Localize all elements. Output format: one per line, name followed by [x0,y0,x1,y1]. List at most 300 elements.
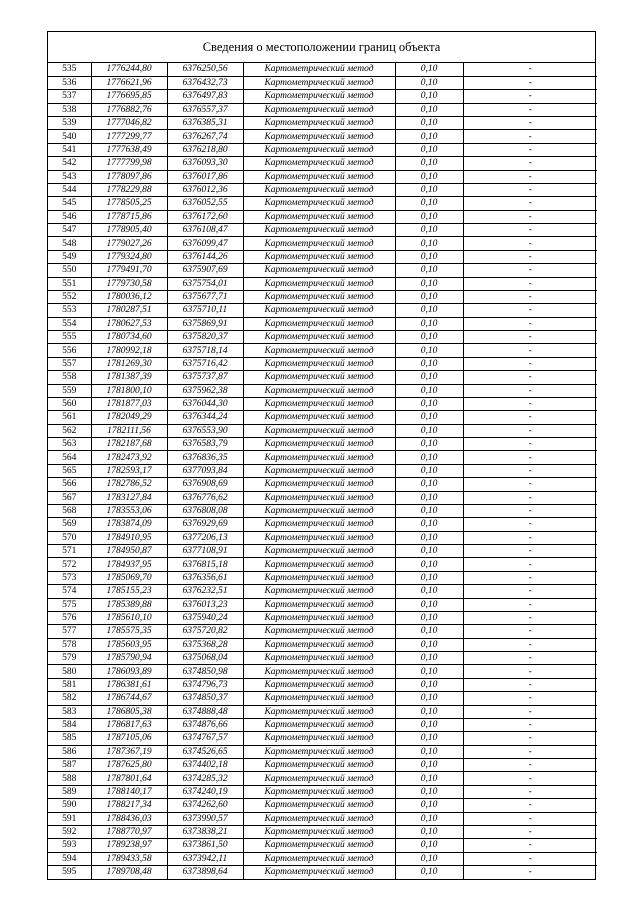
accuracy-cell: 0,10 [395,785,463,798]
description-cell: - [463,63,597,76]
method-cell: Картометрический метод [243,170,395,183]
description-cell: - [463,371,597,384]
method-cell: Картометрический метод [243,210,395,223]
accuracy-cell: 0,10 [395,705,463,718]
method-cell: Картометрический метод [243,411,395,424]
description-cell: - [463,531,597,544]
accuracy-cell: 0,10 [395,665,463,678]
coord-y-cell: 6376344,24 [167,411,243,424]
description-cell: - [463,90,597,103]
table-row [48,103,597,116]
point-number-cell: 551 [48,277,91,290]
coord-x-cell: 1783127,84 [91,491,167,504]
description-cell: - [463,317,597,330]
accuracy-cell: 0,10 [395,76,463,89]
description-cell: - [463,143,597,156]
coord-y-cell: 6376012,36 [167,183,243,196]
coord-y-cell: 6376557,37 [167,103,243,116]
description-cell: - [463,331,597,344]
coord-x-cell: 1782593,17 [91,464,167,477]
point-number-cell: 542 [48,157,91,170]
coord-x-cell: 1785603,95 [91,638,167,651]
table-row [48,759,597,772]
coord-x-cell: 1780992,18 [91,344,167,357]
method-cell: Картометрический метод [243,76,395,89]
table-row [48,143,597,156]
description-cell: - [463,745,597,758]
coord-y-cell: 6374240,19 [167,785,243,798]
method-cell: Картометрический метод [243,478,395,491]
method-cell: Картометрический метод [243,504,395,517]
method-cell: Картометрический метод [243,638,395,651]
accuracy-cell: 0,10 [395,290,463,303]
coord-y-cell: 6376497,83 [167,90,243,103]
description-cell: - [463,117,597,130]
coord-x-cell: 1776695,85 [91,90,167,103]
description-cell: - [463,799,597,812]
table-row [48,210,597,223]
table-row [48,692,597,705]
coord-x-cell: 1784910,95 [91,531,167,544]
accuracy-cell: 0,10 [395,692,463,705]
method-cell: Картометрический метод [243,611,395,624]
coord-y-cell: 6376250,56 [167,63,243,76]
coord-x-cell: 1777638,49 [91,143,167,156]
method-cell: Картометрический метод [243,304,395,317]
description-cell: - [463,718,597,731]
accuracy-cell: 0,10 [395,384,463,397]
coord-x-cell: 1777046,82 [91,117,167,130]
method-cell: Картометрический метод [243,772,395,785]
table-row [48,384,597,397]
point-number-cell: 566 [48,478,91,491]
coord-y-cell: 6375068,04 [167,652,243,665]
table-row [48,250,597,263]
coord-x-cell: 1786805,38 [91,705,167,718]
description-cell: - [463,210,597,223]
accuracy-cell: 0,10 [395,103,463,116]
point-number-cell: 535 [48,63,91,76]
point-number-cell: 584 [48,718,91,731]
point-number-cell: 565 [48,464,91,477]
coord-y-cell: 6376218,80 [167,143,243,156]
coord-x-cell: 1786381,61 [91,678,167,691]
method-cell: Картометрический метод [243,224,395,237]
table-row [48,237,597,250]
coord-x-cell: 1778715,86 [91,210,167,223]
description-cell: - [463,518,597,531]
table-row [48,464,597,477]
coord-y-cell: 6376172,60 [167,210,243,223]
point-number-cell: 592 [48,825,91,838]
point-number-cell: 567 [48,491,91,504]
table-row [48,411,597,424]
table-row [48,197,597,210]
accuracy-cell: 0,10 [395,652,463,665]
coord-x-cell: 1778905,40 [91,224,167,237]
coord-y-cell: 6374850,37 [167,692,243,705]
description-cell: - [463,264,597,277]
coord-x-cell: 1779324,80 [91,250,167,263]
method-cell: Картометрический метод [243,451,395,464]
coord-y-cell: 6376144,26 [167,250,243,263]
method-cell: Картометрический метод [243,571,395,584]
coord-y-cell: 6373838,21 [167,825,243,838]
description-cell: - [463,290,597,303]
coord-x-cell: 1784950,87 [91,545,167,558]
coord-x-cell: 1788217,34 [91,799,167,812]
point-number-cell: 558 [48,371,91,384]
coord-x-cell: 1776882,76 [91,103,167,116]
description-cell: - [463,504,597,517]
coord-x-cell: 1785790,94 [91,652,167,665]
coord-y-cell: 6375820,37 [167,331,243,344]
description-cell: - [463,785,597,798]
coord-x-cell: 1779027,26 [91,237,167,250]
coord-x-cell: 1785069,70 [91,571,167,584]
point-number-cell: 578 [48,638,91,651]
method-cell: Картометрический метод [243,759,395,772]
coord-x-cell: 1781800,10 [91,384,167,397]
description-cell: - [463,384,597,397]
method-cell: Картометрический метод [243,331,395,344]
method-cell: Картометрический метод [243,90,395,103]
accuracy-cell: 0,10 [395,598,463,611]
accuracy-cell: 0,10 [395,759,463,772]
table-row [48,665,597,678]
method-cell: Картометрический метод [243,812,395,825]
point-number-cell: 564 [48,451,91,464]
method-cell: Картометрический метод [243,799,395,812]
coord-y-cell: 6376553,90 [167,424,243,437]
point-number-cell: 582 [48,692,91,705]
accuracy-cell: 0,10 [395,772,463,785]
coord-y-cell: 6373942,11 [167,852,243,865]
method-cell: Картометрический метод [243,438,395,451]
description-cell: - [463,571,597,584]
coord-y-cell: 6375718,14 [167,344,243,357]
point-number-cell: 559 [48,384,91,397]
description-cell: - [463,478,597,491]
table-row [48,839,597,852]
coord-y-cell: 6374767,57 [167,732,243,745]
coord-x-cell: 1783553,06 [91,504,167,517]
accuracy-cell: 0,10 [395,371,463,384]
coord-y-cell: 6376232,51 [167,585,243,598]
method-cell: Картометрический метод [243,130,395,143]
accuracy-cell: 0,10 [395,585,463,598]
point-number-cell: 556 [48,344,91,357]
coord-y-cell: 6375710,11 [167,304,243,317]
description-cell: - [463,424,597,437]
coord-y-cell: 6375962,38 [167,384,243,397]
description-cell: - [463,759,597,772]
coord-y-cell: 6376093,30 [167,157,243,170]
table-row [48,264,597,277]
accuracy-cell: 0,10 [395,545,463,558]
method-cell: Картометрический метод [243,745,395,758]
document-sheet [47,31,596,880]
description-cell: - [463,652,597,665]
description-cell: - [463,491,597,504]
description-cell: - [463,250,597,263]
method-cell: Картометрический метод [243,317,395,330]
accuracy-cell: 0,10 [395,344,463,357]
coord-y-cell: 6374526,65 [167,745,243,758]
description-cell: - [463,277,597,290]
coord-y-cell: 6375907,69 [167,264,243,277]
point-number-cell: 575 [48,598,91,611]
point-number-cell: 571 [48,545,91,558]
coord-y-cell: 6376815,18 [167,558,243,571]
coord-x-cell: 1776244,80 [91,63,167,76]
coord-y-cell: 6376052,55 [167,197,243,210]
method-cell: Картометрический метод [243,371,395,384]
description-cell: - [463,157,597,170]
table-row [48,117,597,130]
point-number-cell: 550 [48,264,91,277]
description-cell: - [463,76,597,89]
point-number-cell: 543 [48,170,91,183]
table-row [48,531,597,544]
coord-x-cell: 1789238,97 [91,839,167,852]
point-number-cell: 537 [48,90,91,103]
point-number-cell: 557 [48,357,91,370]
method-cell: Картометрический метод [243,705,395,718]
method-cell: Картометрический метод [243,250,395,263]
coord-x-cell: 1782786,52 [91,478,167,491]
table-row [48,718,597,731]
table-row [48,130,597,143]
accuracy-cell: 0,10 [395,745,463,758]
table-row [48,317,597,330]
coord-x-cell: 1788770,97 [91,825,167,838]
accuracy-cell: 0,10 [395,625,463,638]
table-row [48,772,597,785]
table-row [48,678,597,691]
accuracy-cell: 0,10 [395,638,463,651]
method-cell: Картометрический метод [243,237,395,250]
coord-y-cell: 6374796,73 [167,678,243,691]
table-row [48,638,597,651]
coord-x-cell: 1782473,92 [91,451,167,464]
table-row [48,852,597,865]
coord-y-cell: 6376044,30 [167,397,243,410]
accuracy-cell: 0,10 [395,90,463,103]
table-row [48,424,597,437]
table-row [48,76,597,89]
description-cell: - [463,304,597,317]
accuracy-cell: 0,10 [395,718,463,731]
table-row [48,451,597,464]
point-number-cell: 579 [48,652,91,665]
method-cell: Картометрический метод [243,157,395,170]
point-number-cell: 541 [48,143,91,156]
coord-x-cell: 1780627,53 [91,317,167,330]
coord-x-cell: 1785155,23 [91,585,167,598]
point-number-cell: 562 [48,424,91,437]
coord-x-cell: 1785575,35 [91,625,167,638]
coord-y-cell: 6373861,50 [167,839,243,852]
coord-y-cell: 6375716,42 [167,357,243,370]
point-number-cell: 560 [48,397,91,410]
method-cell: Картометрический метод [243,585,395,598]
point-number-cell: 540 [48,130,91,143]
coord-y-cell: 6375677,71 [167,290,243,303]
point-number-cell: 594 [48,852,91,865]
table-row [48,598,597,611]
table-row [48,63,597,76]
coord-x-cell: 1777799,98 [91,157,167,170]
method-cell: Картометрический метод [243,103,395,116]
accuracy-cell: 0,10 [395,411,463,424]
point-number-cell: 553 [48,304,91,317]
point-number-cell: 574 [48,585,91,598]
table-row [48,438,597,451]
coord-x-cell: 1782049,29 [91,411,167,424]
table-row [48,478,597,491]
description-cell: - [463,598,597,611]
description-cell: - [463,411,597,424]
description-cell: - [463,866,597,879]
description-cell: - [463,464,597,477]
description-cell: - [463,237,597,250]
method-cell: Картометрический метод [243,839,395,852]
coord-x-cell: 1780734,60 [91,331,167,344]
method-cell: Картометрический метод [243,290,395,303]
point-number-cell: 589 [48,785,91,798]
description-cell: - [463,197,597,210]
point-number-cell: 581 [48,678,91,691]
coord-y-cell: 6376908,69 [167,478,243,491]
point-number-cell: 536 [48,76,91,89]
coord-x-cell: 1787105,06 [91,732,167,745]
description-cell: - [463,438,597,451]
accuracy-cell: 0,10 [395,451,463,464]
table-row [48,157,597,170]
point-number-cell: 590 [48,799,91,812]
accuracy-cell: 0,10 [395,799,463,812]
table-row [48,344,597,357]
description-cell: - [463,852,597,865]
description-cell: - [463,558,597,571]
method-cell: Картометрический метод [243,491,395,504]
table-row [48,304,597,317]
coord-x-cell: 1781269,30 [91,357,167,370]
table-row [48,785,597,798]
coord-y-cell: 6376385,31 [167,117,243,130]
point-number-cell: 580 [48,665,91,678]
accuracy-cell: 0,10 [395,478,463,491]
point-number-cell: 588 [48,772,91,785]
page-title: Сведения о местоположении границ объекта [48,32,595,63]
accuracy-cell: 0,10 [395,611,463,624]
accuracy-cell: 0,10 [395,331,463,344]
method-cell: Картометрический метод [243,718,395,731]
coord-x-cell: 1787625,80 [91,759,167,772]
method-cell: Картометрический метод [243,518,395,531]
table-row [48,504,597,517]
method-cell: Картометрический метод [243,384,395,397]
method-cell: Картометрический метод [243,424,395,437]
table-row [48,625,597,638]
table-body [48,63,597,879]
description-cell: - [463,357,597,370]
accuracy-cell: 0,10 [395,678,463,691]
accuracy-cell: 0,10 [395,732,463,745]
accuracy-cell: 0,10 [395,224,463,237]
coord-y-cell: 6376267,74 [167,130,243,143]
table-row [48,866,597,879]
point-number-cell: 585 [48,732,91,745]
point-number-cell: 538 [48,103,91,116]
description-cell: - [463,638,597,651]
method-cell: Картометрический метод [243,866,395,879]
description-cell: - [463,344,597,357]
coord-y-cell: 6377108,91 [167,545,243,558]
point-number-cell: 547 [48,224,91,237]
description-cell: - [463,451,597,464]
table-row [48,732,597,745]
method-cell: Картометрический метод [243,785,395,798]
point-number-cell: 587 [48,759,91,772]
coord-x-cell: 1786744,67 [91,692,167,705]
accuracy-cell: 0,10 [395,143,463,156]
coord-y-cell: 6376432,73 [167,76,243,89]
method-cell: Картометрический метод [243,598,395,611]
description-cell: - [463,545,597,558]
coord-x-cell: 1778505,25 [91,197,167,210]
coord-y-cell: 6376808,08 [167,504,243,517]
accuracy-cell: 0,10 [395,571,463,584]
point-number-cell: 563 [48,438,91,451]
coord-y-cell: 6376108,47 [167,224,243,237]
point-number-cell: 591 [48,812,91,825]
point-number-cell: 593 [48,839,91,852]
coord-y-cell: 6375368,28 [167,638,243,651]
coord-x-cell: 1782187,68 [91,438,167,451]
coord-y-cell: 6376776,62 [167,491,243,504]
accuracy-cell: 0,10 [395,157,463,170]
coord-x-cell: 1781877,03 [91,397,167,410]
accuracy-cell: 0,10 [395,357,463,370]
coord-x-cell: 1781387,39 [91,371,167,384]
coord-y-cell: 6376836,35 [167,451,243,464]
description-cell: - [463,839,597,852]
table-row [48,331,597,344]
description-cell: - [463,130,597,143]
coord-y-cell: 6375720,82 [167,625,243,638]
table-row [48,799,597,812]
table-row [48,558,597,571]
description-cell: - [463,732,597,745]
accuracy-cell: 0,10 [395,491,463,504]
point-number-cell: 583 [48,705,91,718]
table-row [48,611,597,624]
accuracy-cell: 0,10 [395,264,463,277]
coord-y-cell: 6377206,13 [167,531,243,544]
coord-x-cell: 1784937,95 [91,558,167,571]
description-cell: - [463,397,597,410]
coord-y-cell: 6376583,79 [167,438,243,451]
point-number-cell: 548 [48,237,91,250]
coord-y-cell: 6376356,61 [167,571,243,584]
coord-y-cell: 6375737,87 [167,371,243,384]
coord-x-cell: 1779491,70 [91,264,167,277]
accuracy-cell: 0,10 [395,183,463,196]
accuracy-cell: 0,10 [395,866,463,879]
table-row [48,585,597,598]
